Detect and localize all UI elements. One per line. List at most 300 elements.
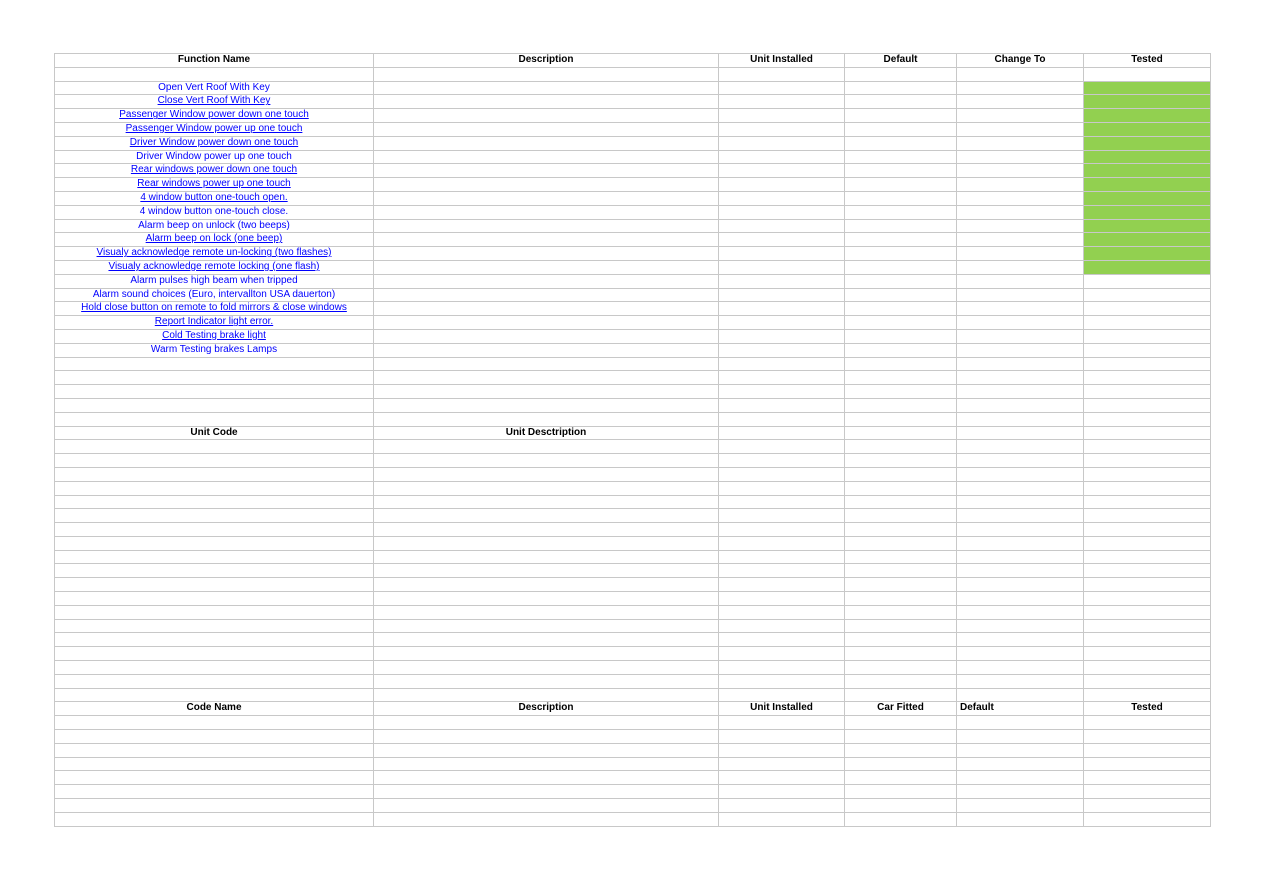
empty-cell[interactable]: [374, 454, 719, 468]
empty-cell[interactable]: [845, 343, 957, 357]
empty-cell[interactable]: [55, 633, 374, 647]
empty-cell[interactable]: [719, 771, 845, 785]
empty-cell[interactable]: [1084, 785, 1211, 799]
empty-cell[interactable]: [1084, 716, 1211, 730]
empty-cell[interactable]: [957, 633, 1084, 647]
function-name-cell[interactable]: Passenger Window power down one touch: [55, 109, 374, 123]
empty-cell[interactable]: [845, 523, 957, 537]
empty-cell[interactable]: [845, 592, 957, 606]
empty-cell[interactable]: [719, 730, 845, 744]
empty-cell[interactable]: [845, 178, 957, 192]
empty-cell[interactable]: [374, 109, 719, 123]
column-header[interactable]: Unit Installed: [719, 702, 845, 716]
empty-cell[interactable]: [719, 812, 845, 826]
tested-cell[interactable]: [1084, 274, 1211, 288]
empty-cell[interactable]: [374, 247, 719, 261]
tested-cell[interactable]: [1084, 233, 1211, 247]
empty-cell[interactable]: [719, 67, 845, 81]
empty-cell[interactable]: [55, 812, 374, 826]
empty-cell[interactable]: [55, 481, 374, 495]
tested-cell[interactable]: [1084, 247, 1211, 261]
empty-cell[interactable]: [845, 412, 957, 426]
column-header[interactable]: Unit Code: [55, 426, 374, 440]
empty-cell[interactable]: [374, 592, 719, 606]
empty-cell[interactable]: [719, 164, 845, 178]
empty-cell[interactable]: [845, 799, 957, 813]
empty-cell[interactable]: [845, 385, 957, 399]
empty-cell[interactable]: [719, 743, 845, 757]
empty-cell[interactable]: [957, 81, 1084, 95]
empty-cell[interactable]: [374, 523, 719, 537]
empty-cell[interactable]: [374, 95, 719, 109]
column-header[interactable]: Default: [845, 54, 957, 68]
function-name-cell[interactable]: Alarm beep on unlock (two beeps): [55, 219, 374, 233]
empty-cell[interactable]: [719, 509, 845, 523]
empty-cell[interactable]: [55, 771, 374, 785]
empty-cell[interactable]: [374, 495, 719, 509]
empty-cell[interactable]: [374, 785, 719, 799]
empty-cell[interactable]: [55, 592, 374, 606]
function-name-cell[interactable]: 4 window button one-touch open.: [55, 191, 374, 205]
empty-cell[interactable]: [1084, 467, 1211, 481]
empty-cell[interactable]: [719, 205, 845, 219]
empty-cell[interactable]: [957, 316, 1084, 330]
tested-cell[interactable]: [1084, 150, 1211, 164]
column-header[interactable]: Description: [374, 54, 719, 68]
empty-cell[interactable]: [957, 260, 1084, 274]
empty-cell[interactable]: [374, 274, 719, 288]
empty-cell[interactable]: [55, 536, 374, 550]
empty-cell[interactable]: [845, 730, 957, 744]
empty-cell[interactable]: [55, 647, 374, 661]
tested-cell[interactable]: [1084, 302, 1211, 316]
empty-cell[interactable]: [374, 661, 719, 675]
empty-cell[interactable]: [1084, 564, 1211, 578]
empty-cell[interactable]: [374, 371, 719, 385]
empty-cell[interactable]: [55, 440, 374, 454]
empty-cell[interactable]: [957, 343, 1084, 357]
empty-cell[interactable]: [1084, 674, 1211, 688]
empty-cell[interactable]: [719, 316, 845, 330]
column-header[interactable]: Function Name: [55, 54, 374, 68]
empty-cell[interactable]: [55, 523, 374, 537]
empty-cell[interactable]: [845, 357, 957, 371]
column-header[interactable]: Tested: [1084, 54, 1211, 68]
empty-cell[interactable]: [845, 274, 957, 288]
empty-cell[interactable]: [55, 67, 374, 81]
function-name-cell[interactable]: Hold close button on remote to fold mirrors & close windows: [55, 302, 374, 316]
empty-cell[interactable]: [719, 536, 845, 550]
empty-cell[interactable]: [55, 398, 374, 412]
empty-cell[interactable]: [374, 412, 719, 426]
empty-cell[interactable]: [719, 550, 845, 564]
empty-cell[interactable]: [55, 674, 374, 688]
empty-cell[interactable]: [374, 67, 719, 81]
empty-cell[interactable]: [845, 509, 957, 523]
empty-cell[interactable]: [845, 661, 957, 675]
empty-cell[interactable]: [374, 743, 719, 757]
empty-cell[interactable]: [1084, 771, 1211, 785]
empty-cell[interactable]: [719, 605, 845, 619]
empty-cell[interactable]: [719, 467, 845, 481]
empty-cell[interactable]: [374, 564, 719, 578]
empty-cell[interactable]: [719, 191, 845, 205]
empty-cell[interactable]: [374, 205, 719, 219]
empty-cell[interactable]: [845, 536, 957, 550]
empty-cell[interactable]: [374, 509, 719, 523]
empty-cell[interactable]: [374, 316, 719, 330]
empty-cell[interactable]: [1084, 799, 1211, 813]
empty-cell[interactable]: [1084, 523, 1211, 537]
tested-cell[interactable]: [1084, 219, 1211, 233]
empty-cell[interactable]: [957, 785, 1084, 799]
column-header[interactable]: Car Fitted: [845, 702, 957, 716]
empty-cell[interactable]: [374, 481, 719, 495]
tested-cell[interactable]: [1084, 316, 1211, 330]
empty-cell[interactable]: [957, 122, 1084, 136]
empty-cell[interactable]: [719, 329, 845, 343]
empty-cell[interactable]: [957, 799, 1084, 813]
empty-cell[interactable]: [957, 440, 1084, 454]
empty-cell[interactable]: [1084, 757, 1211, 771]
empty-cell[interactable]: [719, 274, 845, 288]
empty-cell[interactable]: [55, 495, 374, 509]
empty-cell[interactable]: [719, 288, 845, 302]
empty-cell[interactable]: [374, 329, 719, 343]
column-header[interactable]: Tested: [1084, 702, 1211, 716]
column-header[interactable]: Unit Desctription: [374, 426, 719, 440]
empty-cell[interactable]: [1084, 495, 1211, 509]
empty-cell[interactable]: [374, 233, 719, 247]
empty-cell[interactable]: [55, 785, 374, 799]
empty-cell[interactable]: [55, 550, 374, 564]
empty-cell[interactable]: [1084, 688, 1211, 702]
function-name-cell[interactable]: Open Vert Roof With Key: [55, 81, 374, 95]
empty-cell[interactable]: [957, 481, 1084, 495]
empty-cell[interactable]: [957, 578, 1084, 592]
empty-cell[interactable]: [719, 357, 845, 371]
empty-cell[interactable]: [957, 647, 1084, 661]
empty-cell[interactable]: [719, 260, 845, 274]
empty-cell[interactable]: [845, 812, 957, 826]
empty-cell[interactable]: [374, 288, 719, 302]
empty-cell[interactable]: [719, 674, 845, 688]
empty-cell[interactable]: [374, 771, 719, 785]
empty-cell[interactable]: [957, 150, 1084, 164]
empty-cell[interactable]: [845, 81, 957, 95]
empty-cell[interactable]: [957, 178, 1084, 192]
empty-cell[interactable]: [374, 757, 719, 771]
empty-cell[interactable]: [957, 619, 1084, 633]
empty-cell[interactable]: [845, 785, 957, 799]
empty-cell[interactable]: [374, 812, 719, 826]
empty-cell[interactable]: [374, 688, 719, 702]
empty-cell[interactable]: [1084, 412, 1211, 426]
empty-cell[interactable]: [845, 233, 957, 247]
empty-cell[interactable]: [957, 605, 1084, 619]
empty-cell[interactable]: [1084, 605, 1211, 619]
empty-cell[interactable]: [957, 109, 1084, 123]
tested-cell[interactable]: [1084, 178, 1211, 192]
empty-cell[interactable]: [957, 757, 1084, 771]
empty-cell[interactable]: [845, 109, 957, 123]
tested-cell[interactable]: [1084, 136, 1211, 150]
empty-cell[interactable]: [957, 233, 1084, 247]
empty-cell[interactable]: [55, 467, 374, 481]
tested-cell[interactable]: [1084, 164, 1211, 178]
empty-cell[interactable]: [1084, 426, 1211, 440]
function-name-cell[interactable]: Close Vert Roof With Key: [55, 95, 374, 109]
empty-cell[interactable]: [957, 274, 1084, 288]
empty-cell[interactable]: [957, 288, 1084, 302]
empty-cell[interactable]: [719, 785, 845, 799]
empty-cell[interactable]: [55, 454, 374, 468]
empty-cell[interactable]: [374, 605, 719, 619]
empty-cell[interactable]: [374, 385, 719, 399]
empty-cell[interactable]: [845, 95, 957, 109]
empty-cell[interactable]: [374, 467, 719, 481]
tested-cell[interactable]: [1084, 343, 1211, 357]
empty-cell[interactable]: [957, 771, 1084, 785]
empty-cell[interactable]: [719, 757, 845, 771]
empty-cell[interactable]: [374, 219, 719, 233]
empty-cell[interactable]: [1084, 67, 1211, 81]
empty-cell[interactable]: [719, 136, 845, 150]
empty-cell[interactable]: [957, 661, 1084, 675]
function-name-cell[interactable]: Rear windows power down one touch: [55, 164, 374, 178]
function-name-cell[interactable]: Passenger Window power up one touch: [55, 122, 374, 136]
empty-cell[interactable]: [55, 385, 374, 399]
column-header[interactable]: Description: [374, 702, 719, 716]
empty-cell[interactable]: [55, 799, 374, 813]
empty-cell[interactable]: [845, 757, 957, 771]
empty-cell[interactable]: [719, 592, 845, 606]
empty-cell[interactable]: [957, 385, 1084, 399]
empty-cell[interactable]: [55, 371, 374, 385]
empty-cell[interactable]: [845, 550, 957, 564]
empty-cell[interactable]: [719, 178, 845, 192]
empty-cell[interactable]: [957, 716, 1084, 730]
empty-cell[interactable]: [1084, 592, 1211, 606]
empty-cell[interactable]: [957, 164, 1084, 178]
empty-cell[interactable]: [719, 440, 845, 454]
empty-cell[interactable]: [1084, 578, 1211, 592]
empty-cell[interactable]: [374, 164, 719, 178]
empty-cell[interactable]: [374, 440, 719, 454]
empty-cell[interactable]: [957, 564, 1084, 578]
empty-cell[interactable]: [845, 578, 957, 592]
empty-cell[interactable]: [1084, 536, 1211, 550]
empty-cell[interactable]: [719, 233, 845, 247]
empty-cell[interactable]: [55, 743, 374, 757]
empty-cell[interactable]: [957, 357, 1084, 371]
empty-cell[interactable]: [374, 550, 719, 564]
empty-cell[interactable]: [55, 605, 374, 619]
tested-cell[interactable]: [1084, 109, 1211, 123]
column-header[interactable]: Code Name: [55, 702, 374, 716]
empty-cell[interactable]: [374, 674, 719, 688]
empty-cell[interactable]: [719, 122, 845, 136]
empty-cell[interactable]: [957, 743, 1084, 757]
tested-cell[interactable]: [1084, 329, 1211, 343]
function-name-cell[interactable]: Alarm beep on lock (one beep): [55, 233, 374, 247]
empty-cell[interactable]: [719, 481, 845, 495]
empty-cell[interactable]: [957, 371, 1084, 385]
empty-cell[interactable]: [374, 536, 719, 550]
empty-cell[interactable]: [1084, 440, 1211, 454]
empty-cell[interactable]: [957, 467, 1084, 481]
empty-cell[interactable]: [1084, 357, 1211, 371]
function-name-cell[interactable]: 4 window button one-touch close.: [55, 205, 374, 219]
empty-cell[interactable]: [845, 771, 957, 785]
empty-cell[interactable]: [374, 578, 719, 592]
empty-cell[interactable]: [719, 564, 845, 578]
empty-cell[interactable]: [957, 550, 1084, 564]
empty-cell[interactable]: [55, 661, 374, 675]
empty-cell[interactable]: [719, 371, 845, 385]
empty-cell[interactable]: [957, 454, 1084, 468]
empty-cell[interactable]: [845, 191, 957, 205]
empty-cell[interactable]: [957, 674, 1084, 688]
tested-cell[interactable]: [1084, 122, 1211, 136]
empty-cell[interactable]: [957, 426, 1084, 440]
empty-cell[interactable]: [374, 716, 719, 730]
function-name-cell[interactable]: Driver Window power down one touch: [55, 136, 374, 150]
empty-cell[interactable]: [845, 633, 957, 647]
empty-cell[interactable]: [374, 730, 719, 744]
empty-cell[interactable]: [957, 730, 1084, 744]
empty-cell[interactable]: [55, 357, 374, 371]
empty-cell[interactable]: [845, 164, 957, 178]
empty-cell[interactable]: [845, 426, 957, 440]
empty-cell[interactable]: [1084, 647, 1211, 661]
empty-cell[interactable]: [845, 136, 957, 150]
empty-cell[interactable]: [845, 288, 957, 302]
empty-cell[interactable]: [957, 536, 1084, 550]
column-header[interactable]: Unit Installed: [719, 54, 845, 68]
empty-cell[interactable]: [374, 647, 719, 661]
empty-cell[interactable]: [1084, 550, 1211, 564]
empty-cell[interactable]: [845, 647, 957, 661]
empty-cell[interactable]: [719, 247, 845, 261]
empty-cell[interactable]: [719, 716, 845, 730]
empty-cell[interactable]: [719, 619, 845, 633]
tested-cell[interactable]: [1084, 260, 1211, 274]
function-name-cell[interactable]: Warm Testing brakes Lamps: [55, 343, 374, 357]
empty-cell[interactable]: [374, 122, 719, 136]
empty-cell[interactable]: [374, 136, 719, 150]
empty-cell[interactable]: [719, 95, 845, 109]
empty-cell[interactable]: [374, 178, 719, 192]
empty-cell[interactable]: [719, 385, 845, 399]
empty-cell[interactable]: [957, 329, 1084, 343]
empty-cell[interactable]: [957, 688, 1084, 702]
empty-cell[interactable]: [845, 743, 957, 757]
empty-cell[interactable]: [719, 302, 845, 316]
empty-cell[interactable]: [55, 509, 374, 523]
empty-cell[interactable]: [845, 398, 957, 412]
empty-cell[interactable]: [374, 398, 719, 412]
empty-cell[interactable]: [719, 454, 845, 468]
empty-cell[interactable]: [374, 357, 719, 371]
function-name-cell[interactable]: Visualy acknowledge remote locking (one flash): [55, 260, 374, 274]
empty-cell[interactable]: [957, 205, 1084, 219]
empty-cell[interactable]: [957, 509, 1084, 523]
empty-cell[interactable]: [719, 495, 845, 509]
empty-cell[interactable]: [1084, 398, 1211, 412]
empty-cell[interactable]: [1084, 743, 1211, 757]
empty-cell[interactable]: [719, 412, 845, 426]
empty-cell[interactable]: [957, 523, 1084, 537]
empty-cell[interactable]: [845, 316, 957, 330]
empty-cell[interactable]: [719, 426, 845, 440]
empty-cell[interactable]: [957, 67, 1084, 81]
empty-cell[interactable]: [1084, 633, 1211, 647]
empty-cell[interactable]: [719, 661, 845, 675]
empty-cell[interactable]: [957, 191, 1084, 205]
empty-cell[interactable]: [845, 467, 957, 481]
tested-cell[interactable]: [1084, 95, 1211, 109]
empty-cell[interactable]: [845, 481, 957, 495]
empty-cell[interactable]: [1084, 619, 1211, 633]
empty-cell[interactable]: [845, 67, 957, 81]
empty-cell[interactable]: [845, 495, 957, 509]
empty-cell[interactable]: [845, 329, 957, 343]
empty-cell[interactable]: [957, 412, 1084, 426]
empty-cell[interactable]: [374, 260, 719, 274]
tested-cell[interactable]: [1084, 81, 1211, 95]
empty-cell[interactable]: [55, 578, 374, 592]
empty-cell[interactable]: [719, 523, 845, 537]
empty-cell[interactable]: [719, 343, 845, 357]
empty-cell[interactable]: [957, 302, 1084, 316]
empty-cell[interactable]: [845, 440, 957, 454]
function-name-cell[interactable]: Alarm pulses high beam when tripped: [55, 274, 374, 288]
empty-cell[interactable]: [845, 619, 957, 633]
empty-cell[interactable]: [55, 619, 374, 633]
column-header[interactable]: Change To: [957, 54, 1084, 68]
tested-cell[interactable]: [1084, 288, 1211, 302]
empty-cell[interactable]: [719, 398, 845, 412]
empty-cell[interactable]: [374, 150, 719, 164]
empty-cell[interactable]: [845, 716, 957, 730]
empty-cell[interactable]: [957, 136, 1084, 150]
empty-cell[interactable]: [55, 716, 374, 730]
empty-cell[interactable]: [845, 247, 957, 261]
empty-cell[interactable]: [55, 757, 374, 771]
empty-cell[interactable]: [957, 495, 1084, 509]
empty-cell[interactable]: [1084, 509, 1211, 523]
empty-cell[interactable]: [55, 730, 374, 744]
empty-cell[interactable]: [719, 647, 845, 661]
empty-cell[interactable]: [957, 398, 1084, 412]
empty-cell[interactable]: [845, 674, 957, 688]
empty-cell[interactable]: [1084, 385, 1211, 399]
empty-cell[interactable]: [845, 205, 957, 219]
empty-cell[interactable]: [1084, 454, 1211, 468]
empty-cell[interactable]: [845, 122, 957, 136]
empty-cell[interactable]: [845, 302, 957, 316]
column-header[interactable]: Default: [957, 702, 1084, 716]
empty-cell[interactable]: [845, 371, 957, 385]
empty-cell[interactable]: [957, 812, 1084, 826]
empty-cell[interactable]: [1084, 371, 1211, 385]
empty-cell[interactable]: [719, 81, 845, 95]
tested-cell[interactable]: [1084, 205, 1211, 219]
empty-cell[interactable]: [957, 219, 1084, 233]
empty-cell[interactable]: [719, 219, 845, 233]
function-name-cell[interactable]: Visualy acknowledge remote un-locking (two flashes): [55, 247, 374, 261]
